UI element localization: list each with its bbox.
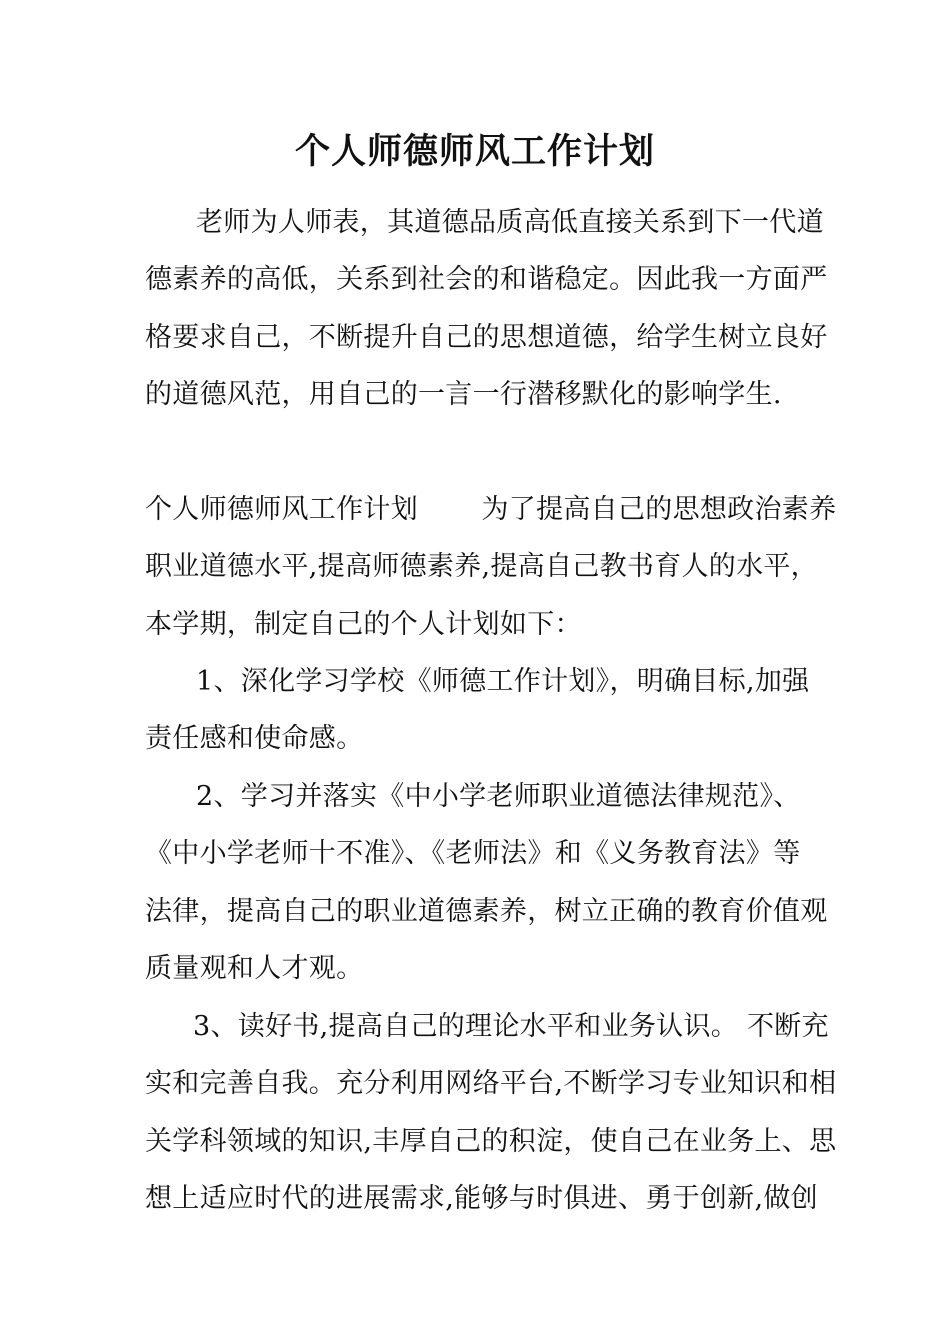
paragraph-line: 老师为人师表，其道德品质高低直接关系到下一代道	[196, 207, 824, 238]
list-item-line: 质量观和人才观。	[145, 953, 364, 984]
list-item-line: 实和完善自我。充分利用网络平台,不断学习专业知识和相	[145, 1068, 837, 1099]
paragraph-line: 个人师德师风工作计划 为了提高自己的思想政治素养	[145, 494, 837, 525]
paragraph-line: 德素养的高低，关系到社会的和谐稳定。因此我一方面严	[145, 264, 828, 295]
paragraph-line: 职业道德水平,提高师德素养,提高自己教书育人的水平，	[145, 551, 818, 582]
list-item-line: 《中小学老师十不准》、《老师法》和《义务教育法》等	[145, 838, 801, 869]
paragraph-line: 的道德风范，用自己的一言一行潜移默化的影响学生.	[145, 379, 782, 410]
list-item-line: 3、读好书,提高自己的理论水平和业务认识。 不断充	[193, 1011, 829, 1042]
list-item-line: 法律，提高自己的职业道德素养，树立正确的教育价值观	[145, 896, 828, 927]
paragraph-line: 本学期，制定自己的个人计划如下：	[145, 609, 582, 640]
paragraph-line: 格要求自己，不断提升自己的思想道德，给学生树立良好	[145, 322, 828, 353]
list-item-line: 责任感和使命感。	[145, 723, 364, 754]
list-item-line: 1、深化学习学校《师德工作计划》，明确目标,加强	[196, 666, 810, 697]
list-item-line: 关学科领域的知识,丰厚自己的积淀，使自己在业务上、思	[145, 1126, 837, 1157]
list-item-line: 2、学习并落实《中小学老师职业道德法律规范》、	[196, 781, 801, 812]
document-title: 个人师德师风工作计划	[294, 131, 655, 172]
list-item-line: 想上适应时代的进展需求,能够与时俱进、勇于创新,做创	[145, 1183, 818, 1214]
